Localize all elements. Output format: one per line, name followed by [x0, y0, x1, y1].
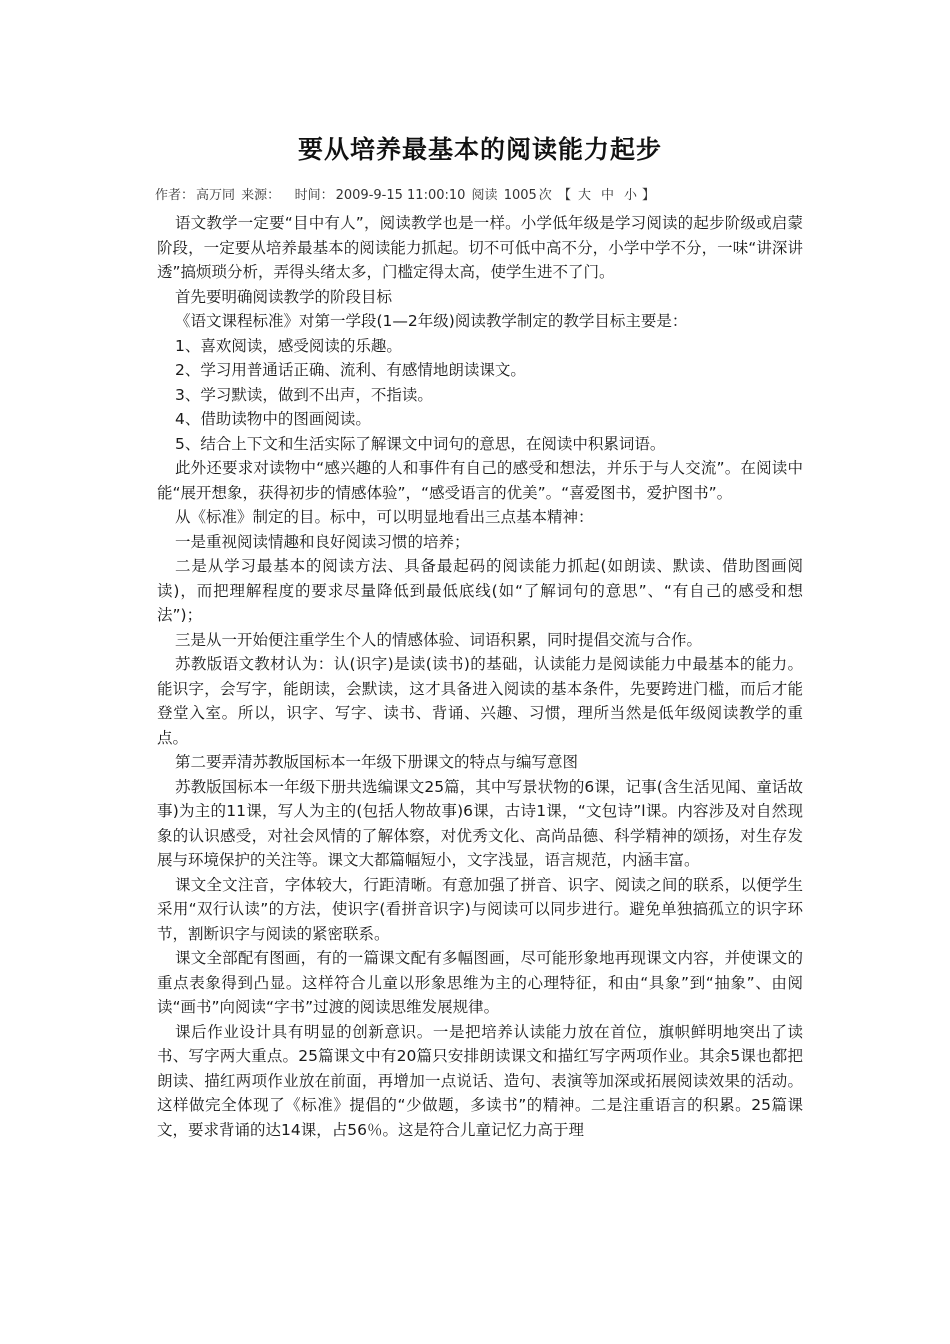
paragraph: 苏教版语文教材认为：认(识字)是读(读书)的基础，认读能力是阅读能力中最基本的能力。能识字，会写字，能朗读，会默读，这才具备进入阅读的基本条件，先要跨进门槛，而后才能登堂入室。所以，识字、写字、读书、背诵、兴趣、习惯，理所当然是低年级阅读教学的重点。	[157, 655, 803, 747]
article	[157, 130, 803, 1142]
read-label: 阅读	[471, 188, 498, 203]
paragraph: 1、喜欢阅读，感受阅读的乐趣。	[175, 336, 402, 355]
paragraph: 三是从一开始便注重学生个人的情感体验、词语积累，同时提倡交流与合作。	[175, 630, 703, 649]
paragraph: 从《标准》制定的目。标中，可以明显地看出三点基本精神：	[175, 508, 594, 526]
paragraph: 语文教学一定要“目中有人”，阅读教学也是一样。小学低年级是学习阅读的起步阶级或启蒙阶段，一定要从培养最基本的阅读能力抓起。切不可低中高不分，小学中学不分，一味“讲深讲透”搞烦琐分析，弄得头绪太多，门槛定得太高，使学生进不了门。	[157, 214, 803, 281]
paragraph: 5、结合上下文和生活实际了解课文中词句的意思，在阅读中积累词语。	[175, 434, 666, 453]
paragraph: 《语文课程标准》对第一学段(1—2年级)阅读教学制定的教学目标主要是：	[175, 312, 688, 330]
source-label: 来源：	[241, 188, 281, 203]
paragraph: 课后作业设计具有明显的创新意识。一是把培养认读能力放在首位，旗帜鲜明地突出了读书、写字两大重点。25篇课文中有20篇只安排朗读课文和描红写字两项作业。其余5课也都把朗读、描红两项作业放在前面，再增加一点说话、造句、表演等加深或拓展阅读效果的活动。这样做完全体现了《标准》提倡的“少做题，多读书”的精神。二是注重语言的积累。25篇课文，要求背诵的达14课，占56％。这是符合儿童记忆力高于理	[157, 1022, 803, 1139]
article-title: 要从培养最基本的阅读能力起步	[297, 135, 662, 164]
paragraph: 苏教版国标本一年级下册共选编课文25篇，其中写景状物的6课，记事(含生活见闻、童话故事)为主的11课，写人为主的(包括人物故事)6课，古诗1课，“文包诗”l课。内容涉及对自然现象的认识感受，对社会风情的了解体察，对优秀文化、高尚品德、科学精神的颂扬，对生存发展与环境保护的关注等。课文大都篇幅短小，文字浅显，语言规范，内涵丰富。	[157, 777, 803, 869]
paragraph: 一是重视阅读情趣和良好阅读习惯的培养；	[175, 532, 470, 551]
paragraph: 二是从学习最基本的阅读方法、具备最起码的阅读能力抓起(如朗读、默读、借助图画阅读)，而把理解程度的要求尽量降低到最低底线(如“了解词句的意思”、“有自己的感受和想法”)；	[157, 557, 803, 624]
font-size-switcher	[558, 188, 657, 203]
font-size-medium-link[interactable]: 中	[600, 188, 614, 203]
article-body	[157, 211, 803, 1142]
read-unit: 次	[538, 188, 552, 203]
author-name: 高万同	[196, 188, 236, 203]
font-size-large-link[interactable]: 大	[577, 188, 591, 203]
paragraph: 课文全文注音，字体较大，行距清晰。有意加强了拼音、识字、阅读之间的联系，以便学生采用“双行认读”的方法，使识字(看拼音识字)与阅读可以同步进行。避免单独搞孤立的识字环节，割断识字与阅读的紧密联系。	[157, 875, 803, 943]
read-count: 1005	[503, 188, 537, 203]
font-size-small-link[interactable]: 小	[624, 188, 638, 203]
paragraph: 2、学习用普通话正确、流利、有感情地朗读课文。	[175, 361, 526, 379]
time-label: 时间：	[294, 188, 334, 203]
bracket-close: 】	[642, 188, 656, 203]
author-label: 作者：	[155, 188, 195, 203]
paragraph: 首先要明确阅读教学的阶段目标	[175, 287, 393, 306]
paragraph: 4、借助读物中的图画阅读。	[175, 410, 371, 428]
paragraph: 3、学习默读，做到不出声，不指读。	[175, 385, 433, 404]
paragraph: 课文全部配有图画，有的一篇课文配有多幅图画，尽可能形象地再现课文内容，并使课文的重点表象得到凸显。这样符合儿童以形象思维为主的心理特征，和由“具象”到“抽象”、由阅读“画书”向阅读“字书”过渡的阅读思维发展规律。	[157, 949, 803, 1016]
paragraph: 此外还要求对读物中“感兴趣的人和事件有自己的感受和想法，并乐于与人交流”。在阅读中能“展开想象，获得初步的情感体验”，“感受语言的优美”。“喜爱图书，爱护图书”。	[157, 459, 803, 502]
bracket-open: 【	[557, 188, 571, 203]
paragraph: 第二要弄清苏教版国标本一年级下册课文的特点与编写意图	[175, 753, 579, 771]
publish-time: 2009-9-15 11:00:10	[335, 188, 466, 203]
article-meta	[155, 184, 803, 203]
